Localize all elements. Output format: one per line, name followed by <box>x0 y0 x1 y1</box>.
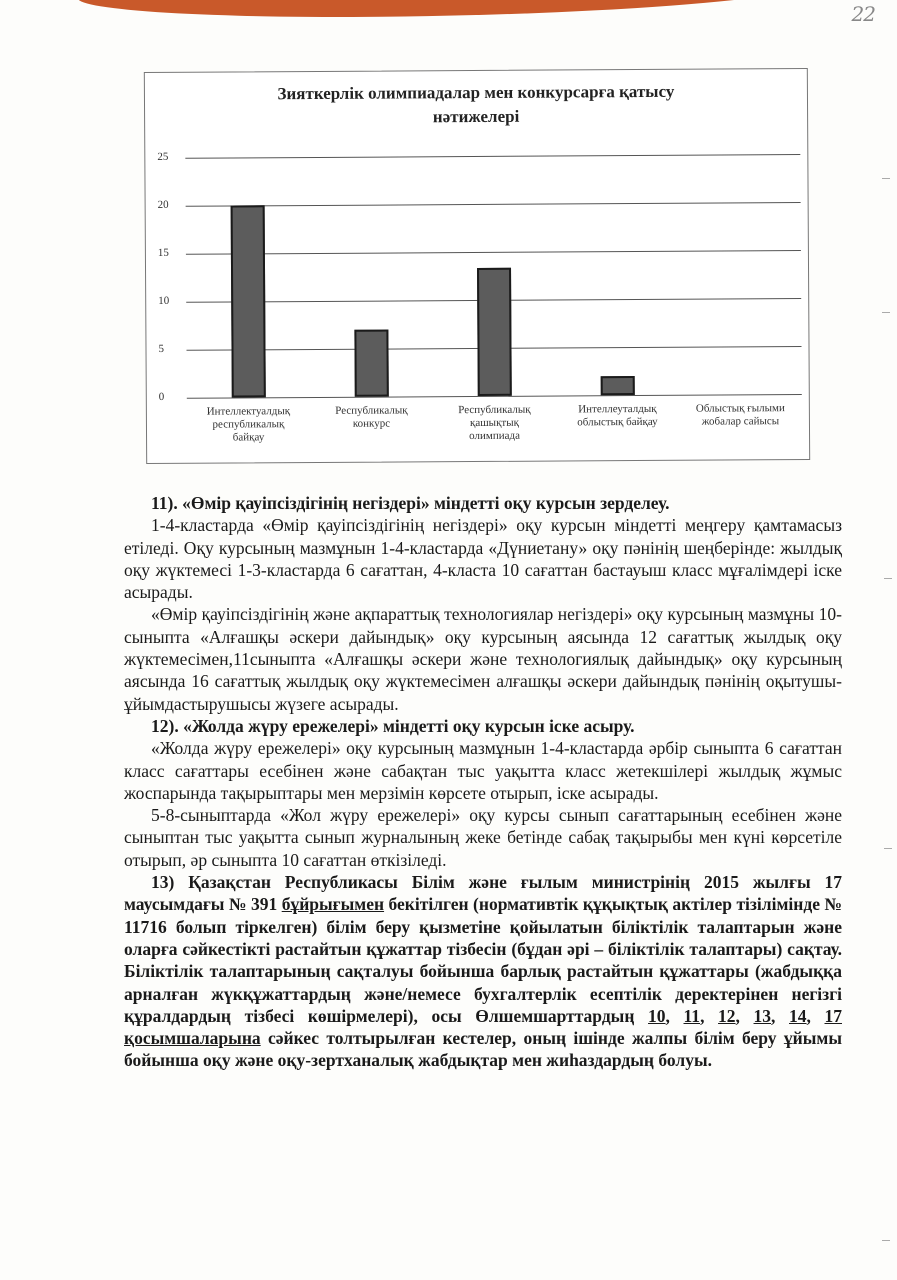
x-category-label: Интеллеуталдық облыстық байқау <box>577 402 658 429</box>
y-tick-label: 15 <box>157 246 169 259</box>
appendix-13-link[interactable]: 13 <box>753 1005 772 1026</box>
y-tick-label: 5 <box>158 342 165 355</box>
y-tick-label: 25 <box>157 150 169 163</box>
section-heading: 12). «Жолда жүру ережелері» міндетті оқу курсын іске асыру. <box>151 715 635 736</box>
section-13-paragraph <box>124 871 842 1072</box>
separator: , <box>771 1005 790 1026</box>
handwritten-page-number: 22 <box>851 2 875 26</box>
gridline <box>186 202 801 207</box>
bar <box>600 376 634 395</box>
order-link[interactable]: бұйрығымен <box>281 894 385 915</box>
margin-mark <box>882 312 890 313</box>
x-category-label: Облыстық ғылыми жобалар сайысы <box>695 402 785 428</box>
separator: , <box>735 1005 754 1026</box>
text-run: 13) Қазақстан Республикасы Білім және ғылым министрінің 2015 жылғы 17 маусымдағы № 391 <box>124 872 842 915</box>
text-run: бекітілген (нормативтік құқықтық актілер тізілімінде № 11716 болып тіркелген) білім беру қызметіне қойылатын біліктілік талаптарын және оларға сәйкестікті растайтын құжаттар тізбесін (бұдан әрі – біліктілік талаптары) сақтау. Біліктілік талаптарының сақталуы бойынша барлық растайтын құжаттары (жабдыққа арналған жүкқұжаттардың және/немесе бухгалтерлік есептілік деректерінен негізгі құралдардың тізбесі көшірмелері), осы Өлшемшарттардың <box>124 894 842 1026</box>
margin-mark <box>884 848 892 849</box>
x-category-label: Республикалық конкурс <box>335 404 408 430</box>
appendix-12-link[interactable]: 12 <box>718 1005 736 1026</box>
chart-title: Зияткерлік олимпиадалар мен конкурсарға қатысу нәтижелері <box>277 81 675 127</box>
margin-mark <box>882 1240 890 1241</box>
appendix-10-link[interactable]: 10 <box>648 1005 666 1026</box>
margin-mark <box>882 178 890 179</box>
bar <box>477 268 512 396</box>
gridline <box>186 250 801 255</box>
paragraph: 5-8-сыныптарда «Жол жүру ережелері» оқу курсы сынып сағаттарының есебінен және сыныптан тыс уақытта сынып журналының жеке бетінде сабақ тақырыбы мен күні көрсетіле отырып, әр сыныпта 10 сағаттан өткізіледі. <box>124 805 842 870</box>
folder-edge-decoration <box>78 0 838 20</box>
appendix-11-link[interactable]: 11 <box>683 1005 701 1026</box>
appendix-14-link[interactable]: 14 <box>789 1005 807 1026</box>
y-tick-label: 20 <box>157 198 169 211</box>
paragraph: «Өмір қауіпсіздігінің және ақпараттық технологиялар негіздері» оқу курсының мазмұны 10-сыныпта «Алғашқы әскери дайындық» оқу курсының аясында 12 сағаттық жылдық оқу жүктемесімен,11сыныпта «Алғашқы әскери және технологиялық дайындық» оқу курсының аясында 16 сағаттық жылдық оқу жүктемесімен алғашқы әскери дайындық пәнінің оқытушы-ұйымдастырушысы жүзеге асырады. <box>124 604 842 714</box>
separator: , <box>700 1005 719 1026</box>
section-11 <box>124 492 842 1072</box>
bar <box>230 205 265 397</box>
bar <box>354 329 388 396</box>
separator: , <box>665 1005 684 1026</box>
gridline <box>185 154 800 159</box>
margin-mark <box>884 578 892 579</box>
y-tick-label: 10 <box>158 294 170 307</box>
x-category-label: Республикалық қашықтық олимпиада <box>458 403 531 443</box>
bar-chart <box>144 68 810 464</box>
paragraph: 1-4-кластарда «Өмір қауіпсіздігінің негіздері» оқу курсын міндетті меңгеру қамтамасыз етіледі. Оқу курсының мазмұнын 1-4-кластарда «Дүниетану» оқу пәнінің шеңберінде: жылдық оқу жүктемесі 1-3-кластарда 6 сағаттан, 4-класта 10 сағаттан бастауыш класс мұғалімдері іске асырады. <box>124 515 842 603</box>
x-category-label: Интеллектуалдық республикалық байқау <box>206 405 291 444</box>
separator: , <box>806 1005 825 1026</box>
appendices-link[interactable]: қосымшаларына <box>124 1028 261 1049</box>
plot-area <box>157 150 801 444</box>
appendix-17-link[interactable]: 17 <box>824 1005 842 1026</box>
section-heading: 11). «Өмір қауіпсіздігінің негіздері» міндетті оқу курсын зерделеу. <box>151 493 670 513</box>
paragraph: «Жолда жүру ережелері» оқу курсының мазмұнын 1-4-кластарда әрбір сыныпта 6 сағаттан класс сағаттары есебінен және сабақтан тыс уақытта класс жетекшілері жылдық жұмыс жоспарында тақырыптары мен мерзімін көрсете отырып, іске асырады. <box>124 738 842 803</box>
y-tick-label: 0 <box>158 390 165 403</box>
text-run: сәйкес толтырылған кестелер, оның ішінде жалпы білім беру ұйымы бойынша оқу және оқу-зертханалық жабдықтар мен жиһаздардың болуы. <box>124 1028 842 1071</box>
